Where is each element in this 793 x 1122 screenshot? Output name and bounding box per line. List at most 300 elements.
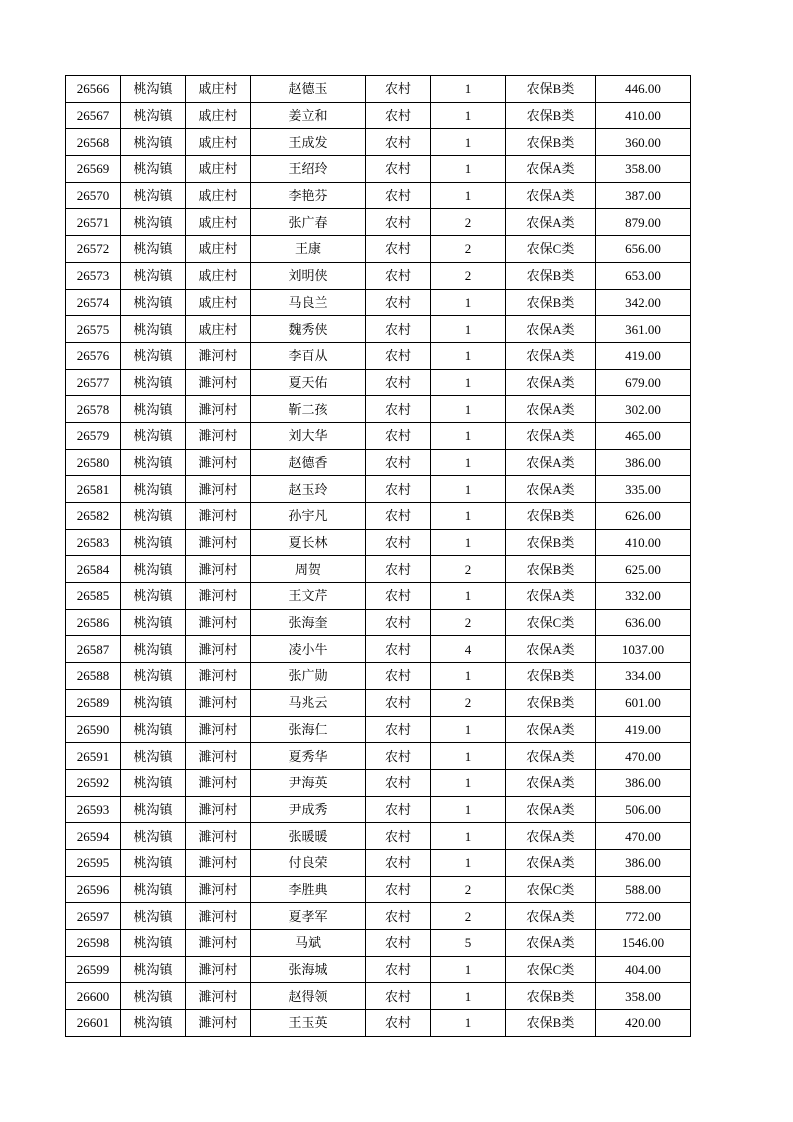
cell-town: 桃沟镇 [121, 983, 186, 1010]
cell-town: 桃沟镇 [121, 583, 186, 610]
cell-person-count: 2 [431, 556, 506, 583]
cell-serial-number: 26592 [66, 769, 121, 796]
cell-village: 濉河村 [186, 956, 251, 983]
cell-person-count: 1 [431, 422, 506, 449]
table-row [66, 956, 691, 983]
cell-person-count: 1 [431, 769, 506, 796]
cell-village: 濉河村 [186, 476, 251, 503]
cell-residence-type: 农村 [366, 209, 431, 236]
cell-village: 濉河村 [186, 903, 251, 930]
cell-insurance-type: 农保B类 [506, 289, 596, 316]
cell-serial-number: 26577 [66, 369, 121, 396]
cell-person-count: 1 [431, 449, 506, 476]
cell-person-count: 1 [431, 663, 506, 690]
cell-serial-number: 26578 [66, 396, 121, 423]
cell-town: 桃沟镇 [121, 903, 186, 930]
cell-amount: 636.00 [596, 609, 691, 636]
cell-village: 濉河村 [186, 743, 251, 770]
cell-person-count: 5 [431, 930, 506, 957]
table-row [66, 583, 691, 610]
cell-serial-number: 26571 [66, 209, 121, 236]
cell-town: 桃沟镇 [121, 609, 186, 636]
cell-town: 桃沟镇 [121, 209, 186, 236]
table-row [66, 743, 691, 770]
cell-serial-number: 26583 [66, 529, 121, 556]
table-row [66, 636, 691, 663]
cell-person-name: 王成发 [251, 129, 366, 156]
cell-amount: 420.00 [596, 1010, 691, 1037]
cell-amount: 358.00 [596, 983, 691, 1010]
cell-town: 桃沟镇 [121, 689, 186, 716]
cell-person-count: 2 [431, 262, 506, 289]
cell-town: 桃沟镇 [121, 182, 186, 209]
cell-residence-type: 农村 [366, 716, 431, 743]
cell-serial-number: 26570 [66, 182, 121, 209]
cell-insurance-type: 农保A类 [506, 209, 596, 236]
table-row [66, 422, 691, 449]
cell-serial-number: 26580 [66, 449, 121, 476]
cell-insurance-type: 农保A类 [506, 583, 596, 610]
cell-serial-number: 26566 [66, 76, 121, 103]
cell-amount: 404.00 [596, 956, 691, 983]
cell-person-count: 1 [431, 743, 506, 770]
cell-residence-type: 农村 [366, 76, 431, 103]
cell-village: 濉河村 [186, 503, 251, 530]
cell-serial-number: 26574 [66, 289, 121, 316]
cell-serial-number: 26585 [66, 583, 121, 610]
cell-person-count: 1 [431, 503, 506, 530]
cell-person-name: 付良荣 [251, 849, 366, 876]
cell-residence-type: 农村 [366, 849, 431, 876]
cell-person-count: 1 [431, 76, 506, 103]
cell-residence-type: 农村 [366, 583, 431, 610]
table-row [66, 529, 691, 556]
cell-village: 濉河村 [186, 796, 251, 823]
cell-amount: 506.00 [596, 796, 691, 823]
cell-amount: 772.00 [596, 903, 691, 930]
cell-insurance-type: 农保A类 [506, 396, 596, 423]
cell-residence-type: 农村 [366, 289, 431, 316]
cell-town: 桃沟镇 [121, 1010, 186, 1037]
cell-village: 濉河村 [186, 396, 251, 423]
cell-insurance-type: 农保A类 [506, 636, 596, 663]
cell-village: 濉河村 [186, 449, 251, 476]
cell-residence-type: 农村 [366, 342, 431, 369]
cell-town: 桃沟镇 [121, 663, 186, 690]
cell-town: 桃沟镇 [121, 529, 186, 556]
cell-amount: 342.00 [596, 289, 691, 316]
table-row [66, 182, 691, 209]
cell-town: 桃沟镇 [121, 422, 186, 449]
cell-residence-type: 农村 [366, 769, 431, 796]
cell-person-count: 1 [431, 796, 506, 823]
table-row [66, 369, 691, 396]
table-row [66, 609, 691, 636]
cell-residence-type: 农村 [366, 930, 431, 957]
cell-residence-type: 农村 [366, 156, 431, 183]
cell-insurance-type: 农保A类 [506, 476, 596, 503]
cell-amount: 334.00 [596, 663, 691, 690]
cell-residence-type: 农村 [366, 956, 431, 983]
cell-town: 桃沟镇 [121, 930, 186, 957]
cell-residence-type: 农村 [366, 1010, 431, 1037]
cell-town: 桃沟镇 [121, 823, 186, 850]
cell-village: 戚庄村 [186, 102, 251, 129]
cell-residence-type: 农村 [366, 449, 431, 476]
cell-insurance-type: 农保A类 [506, 449, 596, 476]
cell-insurance-type: 农保C类 [506, 956, 596, 983]
table-row [66, 102, 691, 129]
cell-village: 戚庄村 [186, 76, 251, 103]
cell-person-count: 1 [431, 342, 506, 369]
cell-amount: 626.00 [596, 503, 691, 530]
table-row [66, 556, 691, 583]
cell-person-name: 王绍玲 [251, 156, 366, 183]
cell-person-name: 李胜典 [251, 876, 366, 903]
cell-person-count: 1 [431, 956, 506, 983]
cell-insurance-type: 农保A类 [506, 849, 596, 876]
cell-insurance-type: 农保B类 [506, 102, 596, 129]
cell-person-count: 1 [431, 369, 506, 396]
cell-town: 桃沟镇 [121, 102, 186, 129]
cell-insurance-type: 农保A类 [506, 182, 596, 209]
cell-insurance-type: 农保C类 [506, 876, 596, 903]
table-row [66, 903, 691, 930]
cell-residence-type: 农村 [366, 102, 431, 129]
table-row [66, 503, 691, 530]
cell-residence-type: 农村 [366, 503, 431, 530]
cell-serial-number: 26591 [66, 743, 121, 770]
cell-serial-number: 26588 [66, 663, 121, 690]
cell-insurance-type: 农保B类 [506, 663, 596, 690]
cell-person-count: 2 [431, 609, 506, 636]
cell-person-count: 1 [431, 476, 506, 503]
cell-insurance-type: 农保A类 [506, 316, 596, 343]
cell-person-name: 张海城 [251, 956, 366, 983]
cell-amount: 879.00 [596, 209, 691, 236]
cell-person-name: 马良兰 [251, 289, 366, 316]
cell-person-name: 李艳芬 [251, 182, 366, 209]
cell-person-count: 2 [431, 236, 506, 263]
cell-serial-number: 26567 [66, 102, 121, 129]
cell-town: 桃沟镇 [121, 236, 186, 263]
cell-person-name: 王文芹 [251, 583, 366, 610]
cell-amount: 588.00 [596, 876, 691, 903]
cell-amount: 419.00 [596, 342, 691, 369]
cell-person-count: 2 [431, 689, 506, 716]
cell-insurance-type: 农保B类 [506, 129, 596, 156]
cell-residence-type: 农村 [366, 129, 431, 156]
cell-village: 濉河村 [186, 636, 251, 663]
cell-village: 濉河村 [186, 876, 251, 903]
cell-residence-type: 农村 [366, 262, 431, 289]
cell-person-name: 赵玉玲 [251, 476, 366, 503]
cell-residence-type: 农村 [366, 983, 431, 1010]
cell-town: 桃沟镇 [121, 316, 186, 343]
table-row [66, 209, 691, 236]
cell-person-name: 尹成秀 [251, 796, 366, 823]
cell-person-count: 1 [431, 849, 506, 876]
cell-person-name: 马兆云 [251, 689, 366, 716]
cell-serial-number: 26593 [66, 796, 121, 823]
cell-serial-number: 26584 [66, 556, 121, 583]
cell-residence-type: 农村 [366, 236, 431, 263]
cell-residence-type: 农村 [366, 903, 431, 930]
cell-serial-number: 26589 [66, 689, 121, 716]
cell-person-name: 魏秀侠 [251, 316, 366, 343]
cell-residence-type: 农村 [366, 796, 431, 823]
cell-residence-type: 农村 [366, 182, 431, 209]
cell-insurance-type: 农保B类 [506, 529, 596, 556]
cell-person-count: 1 [431, 1010, 506, 1037]
cell-village: 戚庄村 [186, 209, 251, 236]
cell-town: 桃沟镇 [121, 342, 186, 369]
cell-person-name: 马斌 [251, 930, 366, 957]
cell-village: 濉河村 [186, 930, 251, 957]
cell-insurance-type: 农保A类 [506, 769, 596, 796]
cell-town: 桃沟镇 [121, 476, 186, 503]
cell-serial-number: 26575 [66, 316, 121, 343]
cell-person-name: 夏天佑 [251, 369, 366, 396]
cell-insurance-type: 农保A类 [506, 823, 596, 850]
table-body [66, 76, 691, 1037]
cell-amount: 386.00 [596, 849, 691, 876]
cell-serial-number: 26568 [66, 129, 121, 156]
cell-town: 桃沟镇 [121, 76, 186, 103]
cell-amount: 332.00 [596, 583, 691, 610]
cell-town: 桃沟镇 [121, 636, 186, 663]
cell-amount: 656.00 [596, 236, 691, 263]
cell-town: 桃沟镇 [121, 743, 186, 770]
cell-residence-type: 农村 [366, 663, 431, 690]
table-row [66, 396, 691, 423]
cell-residence-type: 农村 [366, 609, 431, 636]
table-row [66, 289, 691, 316]
table-row [66, 476, 691, 503]
cell-serial-number: 26576 [66, 342, 121, 369]
cell-town: 桃沟镇 [121, 289, 186, 316]
cell-amount: 358.00 [596, 156, 691, 183]
table-row [66, 930, 691, 957]
cell-residence-type: 农村 [366, 636, 431, 663]
cell-person-count: 2 [431, 903, 506, 930]
cell-residence-type: 农村 [366, 529, 431, 556]
cell-amount: 465.00 [596, 422, 691, 449]
cell-person-name: 张暖暖 [251, 823, 366, 850]
cell-person-name: 王玉英 [251, 1010, 366, 1037]
table-row [66, 449, 691, 476]
cell-insurance-type: 农保B类 [506, 262, 596, 289]
table-row [66, 129, 691, 156]
cell-amount: 386.00 [596, 449, 691, 476]
cell-town: 桃沟镇 [121, 956, 186, 983]
table-row [66, 769, 691, 796]
cell-amount: 446.00 [596, 76, 691, 103]
cell-village: 濉河村 [186, 983, 251, 1010]
cell-person-name: 张海奎 [251, 609, 366, 636]
cell-village: 戚庄村 [186, 182, 251, 209]
cell-village: 濉河村 [186, 1010, 251, 1037]
cell-town: 桃沟镇 [121, 369, 186, 396]
table-row [66, 236, 691, 263]
cell-village: 戚庄村 [186, 316, 251, 343]
cell-amount: 1037.00 [596, 636, 691, 663]
cell-person-count: 1 [431, 102, 506, 129]
cell-person-name: 夏长林 [251, 529, 366, 556]
cell-insurance-type: 农保C类 [506, 236, 596, 263]
cell-residence-type: 农村 [366, 743, 431, 770]
cell-serial-number: 26587 [66, 636, 121, 663]
cell-residence-type: 农村 [366, 476, 431, 503]
cell-person-name: 王康 [251, 236, 366, 263]
cell-person-count: 1 [431, 716, 506, 743]
cell-person-name: 尹海英 [251, 769, 366, 796]
cell-insurance-type: 农保A类 [506, 716, 596, 743]
cell-serial-number: 26582 [66, 503, 121, 530]
cell-serial-number: 26598 [66, 930, 121, 957]
cell-town: 桃沟镇 [121, 262, 186, 289]
table-row [66, 316, 691, 343]
cell-person-name: 夏秀华 [251, 743, 366, 770]
cell-town: 桃沟镇 [121, 796, 186, 823]
cell-amount: 361.00 [596, 316, 691, 343]
cell-person-count: 1 [431, 129, 506, 156]
cell-amount: 335.00 [596, 476, 691, 503]
table-row [66, 342, 691, 369]
cell-amount: 410.00 [596, 102, 691, 129]
cell-residence-type: 农村 [366, 396, 431, 423]
cell-serial-number: 26572 [66, 236, 121, 263]
cell-person-name: 夏孝军 [251, 903, 366, 930]
cell-residence-type: 农村 [366, 369, 431, 396]
cell-amount: 653.00 [596, 262, 691, 289]
cell-residence-type: 农村 [366, 316, 431, 343]
cell-town: 桃沟镇 [121, 449, 186, 476]
cell-serial-number: 26586 [66, 609, 121, 636]
cell-residence-type: 农村 [366, 876, 431, 903]
table-row [66, 796, 691, 823]
cell-person-count: 2 [431, 209, 506, 236]
cell-residence-type: 农村 [366, 823, 431, 850]
table-row [66, 983, 691, 1010]
cell-village: 濉河村 [186, 769, 251, 796]
cell-insurance-type: 农保A类 [506, 422, 596, 449]
cell-village: 濉河村 [186, 342, 251, 369]
cell-person-count: 1 [431, 583, 506, 610]
cell-amount: 679.00 [596, 369, 691, 396]
cell-person-name: 赵德香 [251, 449, 366, 476]
cell-person-count: 2 [431, 876, 506, 903]
table-row [66, 823, 691, 850]
cell-town: 桃沟镇 [121, 769, 186, 796]
cell-insurance-type: 农保B类 [506, 983, 596, 1010]
cell-person-count: 1 [431, 983, 506, 1010]
cell-village: 戚庄村 [186, 289, 251, 316]
table-row [66, 876, 691, 903]
cell-insurance-type: 农保A类 [506, 342, 596, 369]
cell-insurance-type: 农保A类 [506, 369, 596, 396]
cell-village: 濉河村 [186, 689, 251, 716]
cell-town: 桃沟镇 [121, 849, 186, 876]
cell-amount: 302.00 [596, 396, 691, 423]
cell-village: 戚庄村 [186, 236, 251, 263]
cell-insurance-type: 农保B类 [506, 689, 596, 716]
cell-amount: 601.00 [596, 689, 691, 716]
cell-amount: 410.00 [596, 529, 691, 556]
cell-residence-type: 农村 [366, 422, 431, 449]
cell-village: 濉河村 [186, 583, 251, 610]
cell-person-count: 1 [431, 529, 506, 556]
cell-insurance-type: 农保C类 [506, 609, 596, 636]
cell-serial-number: 26569 [66, 156, 121, 183]
table-row [66, 1010, 691, 1037]
cell-person-count: 1 [431, 396, 506, 423]
cell-village: 濉河村 [186, 369, 251, 396]
cell-village: 濉河村 [186, 823, 251, 850]
cell-residence-type: 农村 [366, 689, 431, 716]
cell-village: 濉河村 [186, 556, 251, 583]
cell-village: 濉河村 [186, 529, 251, 556]
cell-amount: 387.00 [596, 182, 691, 209]
cell-serial-number: 26579 [66, 422, 121, 449]
cell-insurance-type: 农保A类 [506, 930, 596, 957]
cell-person-name: 张广春 [251, 209, 366, 236]
cell-town: 桃沟镇 [121, 716, 186, 743]
cell-person-name: 赵得领 [251, 983, 366, 1010]
table-row [66, 663, 691, 690]
cell-insurance-type: 农保A类 [506, 743, 596, 770]
cell-amount: 419.00 [596, 716, 691, 743]
cell-town: 桃沟镇 [121, 503, 186, 530]
cell-insurance-type: 农保B类 [506, 1010, 596, 1037]
cell-serial-number: 26594 [66, 823, 121, 850]
cell-serial-number: 26597 [66, 903, 121, 930]
cell-insurance-type: 农保A类 [506, 156, 596, 183]
cell-village: 濉河村 [186, 609, 251, 636]
cell-village: 濉河村 [186, 422, 251, 449]
cell-person-name: 张广勋 [251, 663, 366, 690]
insurance-payment-table [65, 75, 691, 1037]
cell-town: 桃沟镇 [121, 156, 186, 183]
cell-village: 濉河村 [186, 663, 251, 690]
cell-serial-number: 26596 [66, 876, 121, 903]
cell-person-count: 1 [431, 316, 506, 343]
cell-insurance-type: 农保A类 [506, 796, 596, 823]
cell-person-name: 刘明侠 [251, 262, 366, 289]
cell-serial-number: 26581 [66, 476, 121, 503]
cell-insurance-type: 农保B类 [506, 503, 596, 530]
cell-person-count: 1 [431, 823, 506, 850]
cell-person-count: 1 [431, 289, 506, 316]
table-row [66, 262, 691, 289]
cell-amount: 1546.00 [596, 930, 691, 957]
cell-serial-number: 26573 [66, 262, 121, 289]
cell-person-name: 张海仁 [251, 716, 366, 743]
cell-serial-number: 26590 [66, 716, 121, 743]
table-row [66, 716, 691, 743]
table-row [66, 849, 691, 876]
cell-village: 濉河村 [186, 716, 251, 743]
table-row [66, 156, 691, 183]
cell-amount: 470.00 [596, 823, 691, 850]
cell-town: 桃沟镇 [121, 556, 186, 583]
cell-person-name: 孙宇凡 [251, 503, 366, 530]
cell-village: 戚庄村 [186, 156, 251, 183]
cell-person-name: 李百从 [251, 342, 366, 369]
cell-village: 戚庄村 [186, 262, 251, 289]
cell-amount: 625.00 [596, 556, 691, 583]
cell-insurance-type: 农保B类 [506, 76, 596, 103]
